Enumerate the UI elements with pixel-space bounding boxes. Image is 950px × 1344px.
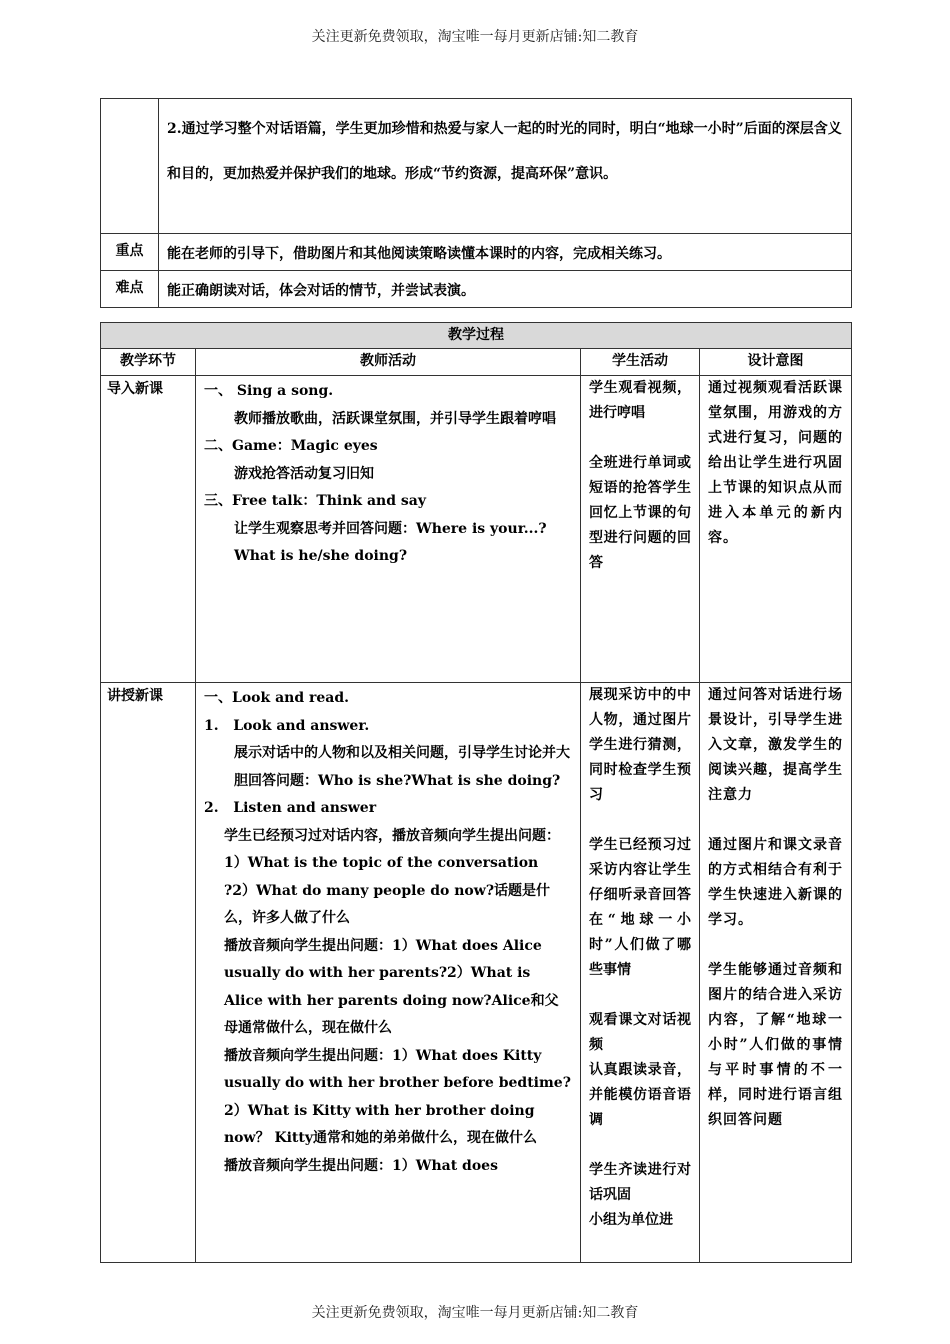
design-line: 通过问答对话进行场景设计，引导学生进入文章，激发学生的阅读兴趣，提高学生注意力: [708, 687, 843, 803]
key-point-text: 能在老师的引导下，借助图片和其他阅读策略读懂本课时的内容，完成相关练习。: [159, 234, 852, 271]
page-footer: 关注更新免费领取，淘宝唯一每月更新店铺:知二教育: [311, 1305, 639, 1321]
student-activity: [581, 683, 700, 1263]
design-line: 通过图片和课文录音的方式相结合有利于学生快速进入新课的学习。: [708, 837, 843, 928]
difficult-point-text: 能正确朗读对话，体会对话的情节，并尝试表演。: [159, 271, 852, 308]
objective-goal-text: 2.通过学习整个对话语篇，学生更加珍惜和热爱与家人一起的时光的同时，明白“地球一小时”后面的深层含义和目的，更加热爱并保护我们的地球。形成“节约资源，提高环保”意识。: [159, 99, 852, 234]
student-line: 小组为单位进: [589, 1212, 673, 1228]
column-header-student: 学生活动: [581, 349, 700, 376]
table-row: [101, 376, 852, 683]
teacher-line: 播放音频向学生提出问题：1）What does Alice usually do with her parents?2）What is Alice with her parents doing now?Alice和父母通常做什么，现在做什么: [224, 937, 559, 1036]
teacher-line: 播放音频向学生提出问题：1）What does: [224, 1157, 498, 1174]
table-row: [101, 683, 852, 1263]
student-line: 学生齐读进行对话巩固: [589, 1162, 691, 1203]
column-header-teacher: 教师活动: [196, 349, 581, 376]
teacher-activity: [196, 376, 581, 683]
key-point-label: 重点: [101, 234, 159, 271]
student-line: 全班进行单词或短语的抢答学生回忆上节课的句型进行问题的回答: [589, 455, 691, 571]
process-title: 教学过程: [101, 323, 852, 349]
process-table: [100, 322, 852, 1263]
teacher-line: 让学生观察思考并回答问题：Where is your...? What is he/she doing?: [234, 520, 547, 564]
design-line: 学生能够通过音频和图片的结合进入采访内容，了解“地球一小时”人们做的事情与平时事情的不一样，同时进行语言组织回答问题: [708, 962, 843, 1128]
teacher-line: 游戏抢答活动复习旧知: [234, 465, 374, 482]
teacher-line: 一、 Sing a song.: [204, 383, 334, 399]
teacher-line: 学生已经预习过对话内容，播放音频向学生提出问题：1）What is the topic of the conversation: [224, 827, 560, 871]
teacher-line: 教师播放歌曲，活跃课堂氛围，并引导学生跟着哼唱: [234, 410, 556, 427]
teacher-line: 二、Game：Magic eyes: [204, 438, 378, 454]
difficult-point-label: 难点: [101, 271, 159, 308]
objectives-table: [100, 98, 852, 308]
student-activity: [581, 376, 700, 683]
design-intent: [700, 683, 852, 1263]
teacher-line: 一、Look and read.: [204, 690, 350, 706]
stage-name: 讲授新课: [101, 683, 196, 1263]
objective-label-cell: [101, 99, 159, 234]
teacher-activity: [196, 683, 581, 1263]
teacher-line: ?2）What do many people do now?话题是什么，许多人做了什么: [224, 882, 551, 926]
stage-name: 导入新课: [101, 376, 196, 683]
design-intent: [700, 376, 852, 683]
student-line: 展现采访中的中人物，通过图片学生进行猜测，同时检查学生预习: [589, 687, 691, 803]
student-line: 认真跟读录音，并能模仿语音语调: [589, 1062, 691, 1128]
teacher-line: 展示对话中的人物和以及相关问题，引导学生讨论并大胆回答问题：Who is she?What is she doing?: [234, 745, 570, 789]
student-line: 学生已经预习过采访内容让学生仔细听录音回答在“地球一小时”人们做了哪些事情: [589, 837, 691, 978]
column-header-stage: 教学环节: [101, 349, 196, 376]
teacher-line: 播放音频向学生提出问题：1）What does Kitty usually do with her brother before bedtime?2）What is Kitty with her brother doing now？ Kitty通常和她的弟弟做什么，现在做什么: [224, 1047, 571, 1146]
page-header: 关注更新免费领取，淘宝唯一每月更新店铺:知二教育: [311, 29, 639, 45]
teacher-line: 三、Free talk：Think and say: [204, 493, 426, 509]
student-line: 观看课文对话视频: [589, 1012, 691, 1053]
teacher-line: 2. Listen and answer: [204, 800, 377, 816]
column-header-design: 设计意图: [700, 349, 852, 376]
design-line: 通过视频观看活跃课堂氛围，用游戏的方式进行复习，问题的给出让学生进行巩固上节课的知识点从而进入本单元的新内容。: [708, 380, 843, 546]
student-line: 学生观看视频，进行哼唱: [589, 380, 691, 421]
teacher-line: 1. Look and answer.: [204, 717, 370, 734]
